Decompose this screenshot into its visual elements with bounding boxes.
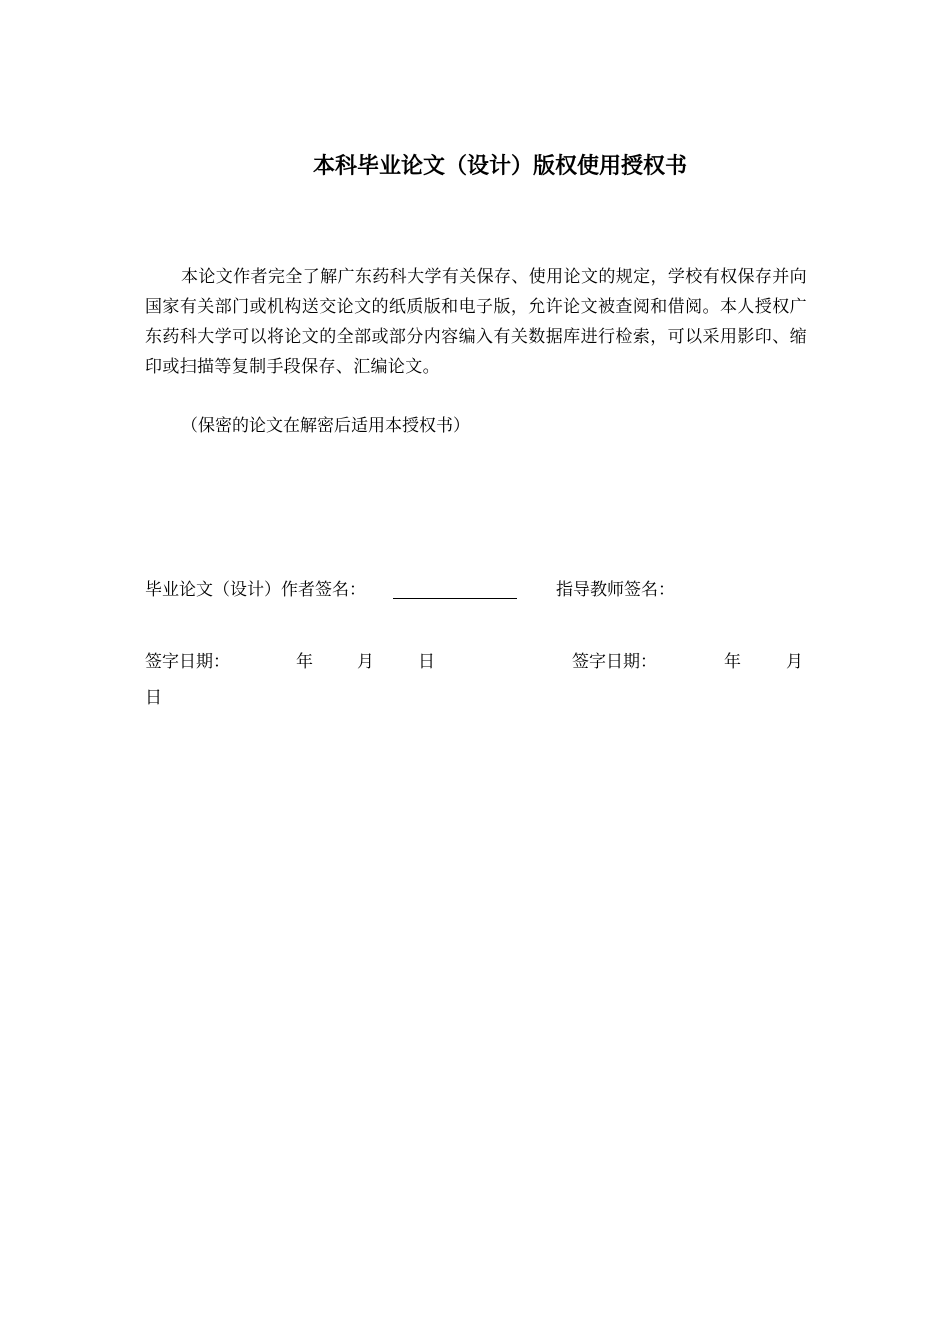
advisor-signature-label: 指导教师签名： [556,580,675,600]
author-date-day: 日 [418,652,435,672]
author-date-label: 签字日期： [145,652,230,672]
author-date-month: 月 [357,652,374,672]
author-signature-line[interactable] [393,598,517,599]
author-date-year: 年 [296,652,313,672]
advisor-date-year: 年 [724,652,741,672]
advisor-date-month: 月 [786,652,803,672]
confidential-note: （保密的论文在解密后适用本授权书） [181,416,470,436]
authorization-paragraph: 本论文作者完全了解广东药科大学有关保存、使用论文的规定，学校有权保存并向国家有关部门或机构送交论文的纸质版和电子版，允许论文被查阅和借阅。本人授权广东药科大学可以将论文的全部或部分内容编入有关数据库进行检索，可以采用影印、缩印或扫描等复制手段保存、汇编论文。 [145,267,807,377]
document-title: 本科毕业论文（设计）版权使用授权书 [312,154,687,179]
advisor-date-label: 签字日期： [572,652,657,672]
author-signature-label: 毕业论文（设计）作者签名： [145,580,366,600]
advisor-date-day: 日 [145,688,162,708]
